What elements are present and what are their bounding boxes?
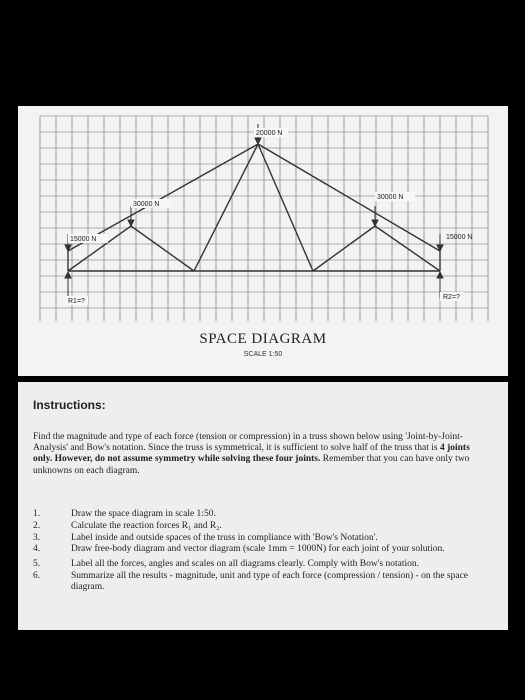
step-text: Label inside and outside spaces of the truss in compliance with 'Bow's Notation'. — [71, 532, 378, 543]
truss-members — [68, 144, 440, 271]
load-label-right: 30000 N — [377, 194, 404, 201]
step-item — [33, 521, 483, 532]
space-diagram-sheet — [18, 106, 508, 376]
step-item — [33, 509, 483, 520]
step-number: 6. — [33, 570, 41, 581]
step-text: Draw the space diagram in scale 1:50. — [71, 509, 216, 519]
load-label-right-end: 15000 N — [446, 234, 473, 241]
instructions-steps — [33, 509, 483, 594]
instructions-heading: Instructions: — [33, 398, 106, 412]
reaction-r2-label: R2=? — [443, 294, 460, 301]
step-number: 3. — [33, 532, 41, 543]
load-label-left-end: 15000 N — [70, 236, 97, 243]
step-number: 5. — [33, 559, 41, 570]
step-text: Calculate the reaction forces R₁ and R₂. — [71, 520, 222, 531]
reaction-r1-label: R1=? — [68, 298, 85, 305]
diagram-scale: SCALE 1:50 — [243, 351, 283, 358]
step-item — [33, 544, 483, 555]
step-number: 2. — [33, 520, 41, 531]
load-arrows — [65, 124, 443, 298]
diagram-title: SPACE DIAGRAM — [199, 331, 327, 347]
load-labels — [66, 128, 472, 305]
instructions-sheet — [18, 382, 508, 630]
step-item — [33, 559, 483, 570]
step-item — [33, 533, 483, 544]
load-label-top: 20000 N — [256, 130, 283, 137]
load-label-left: 30000 N — [133, 201, 160, 208]
step-item — [33, 571, 483, 593]
paragraph-text-2: Remember that you can have only two unknowns on each diagram. — [33, 454, 470, 476]
step-text: Summarize all the results - magnitude, unit and type of each force (compression / tension) - on the space diagram. — [71, 570, 469, 592]
step-text: Draw free-body diagram and vector diagram (scale 1mm = 1000N) for each joint of your solution. — [71, 544, 445, 555]
step-text: Label all the forces, angles and scales on all diagrams clearly. Comply with Bow's notation. — [71, 559, 420, 570]
truss-space-diagram — [18, 106, 508, 331]
instructions-paragraph — [33, 432, 478, 477]
step-number: 1. — [33, 509, 41, 519]
paragraph-text-1: Find the magnitude and type of each force (tension or compression) in a truss shown below using 'Joint-by-Joint-Analysis' and Bow's notation. Since the truss is symmetrical, it is sufficient to solve half of the truss that is — [33, 432, 463, 454]
paragraph-bold-text: 4 joints only. However, do not assume symmetry while solving these four joints. — [33, 443, 470, 465]
step-number: 4. — [33, 544, 41, 555]
